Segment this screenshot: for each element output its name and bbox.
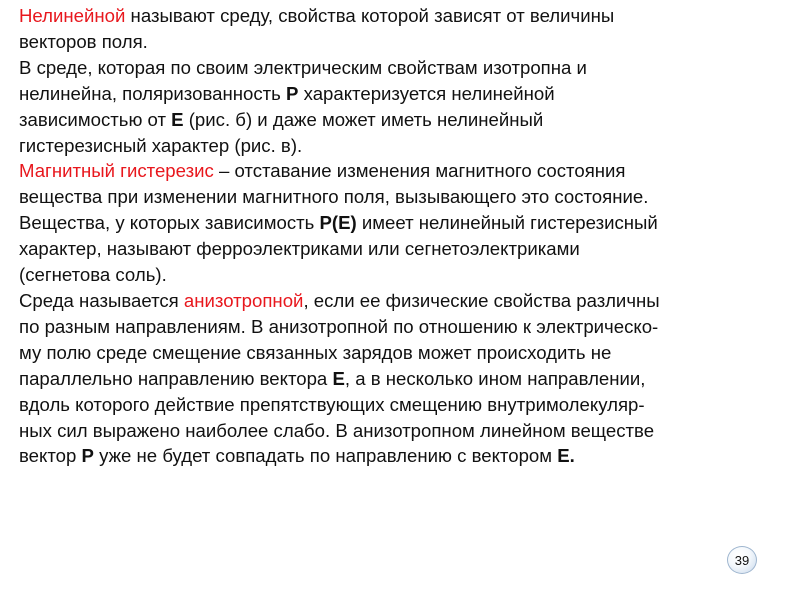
bold-term: Р(Е) xyxy=(319,212,357,234)
text-segment: векторов поля. xyxy=(19,30,148,52)
text-segment: , если ее физические свойства различны xyxy=(303,289,660,311)
text-segment: , а в несколько ином направлении, xyxy=(344,367,646,389)
highlighted-term: Нелинейной xyxy=(19,5,126,26)
highlighted-term: Магнитный гистерезис xyxy=(19,160,214,182)
bold-term: Р xyxy=(286,82,299,104)
text-line xyxy=(19,29,785,55)
text-segment: нелинейна, поляризованность xyxy=(19,82,287,104)
text-segment: по разным направлениям. В анизотропной по отношению к электрическо- xyxy=(19,315,659,337)
text-segment: вдоль которого действие препятствующих смещению внутримолекуляр- xyxy=(19,393,645,415)
text-line xyxy=(19,210,785,236)
text-segment: – отставание изменения магнитного состояния xyxy=(213,160,626,182)
text-line xyxy=(19,133,785,159)
text-line xyxy=(19,340,785,366)
text-segment: Среда называется xyxy=(19,289,184,311)
text-line xyxy=(19,184,785,210)
text-line xyxy=(19,3,785,29)
bold-term: Е xyxy=(332,367,345,389)
bold-term: Е xyxy=(171,108,184,130)
text-line xyxy=(19,418,785,444)
text-segment: характер, называют ферроэлектриками или сегнетоэлектриками xyxy=(19,238,580,260)
text-line xyxy=(19,107,785,133)
page-number-badge xyxy=(727,546,757,574)
text-segment: уже не будет совпадать по направлению с вектором xyxy=(93,445,558,467)
text-segment: (сегнетова соль). xyxy=(19,264,167,286)
highlighted-term: анизотропной xyxy=(183,289,304,311)
text-segment: зависимостью от xyxy=(19,108,172,130)
text-segment: В среде, которая по своим электрическим свойствам изотропна и xyxy=(19,56,587,78)
text-line xyxy=(19,392,785,418)
text-segment: называют среду, свойства которой зависят от величины xyxy=(125,5,615,26)
text-segment: имеет нелинейный гистерезисный xyxy=(356,212,658,234)
text-line xyxy=(19,443,785,469)
text-line xyxy=(19,55,785,81)
text-line xyxy=(19,236,785,262)
text-segment: вещества при изменении магнитного поля, вызывающего это состояние. xyxy=(19,186,649,208)
text-line xyxy=(19,158,785,184)
text-segment: гистерезисный характер (рис. в). xyxy=(19,134,303,156)
text-line xyxy=(19,366,785,392)
slide-body-text xyxy=(19,3,785,469)
bold-term: Е. xyxy=(557,445,575,467)
text-segment: Вещества, у которых зависимость xyxy=(19,212,320,234)
text-line xyxy=(19,262,785,288)
text-segment: ных сил выражено наиболее слабо. В анизотропном линейном веществе xyxy=(19,419,655,441)
text-segment: (рис. б) и даже может иметь нелинейный xyxy=(183,108,544,130)
text-line xyxy=(19,81,785,107)
bold-term: Р xyxy=(81,445,94,467)
text-line xyxy=(19,314,785,340)
text-segment: параллельно направлению вектора xyxy=(19,367,333,389)
text-segment: характеризуется нелинейной xyxy=(298,82,555,104)
text-segment: вектор xyxy=(19,445,82,467)
text-segment: му полю среде смещение связанных зарядов может происходить не xyxy=(19,341,612,363)
text-line xyxy=(19,288,785,314)
page-number: 39 xyxy=(734,552,750,568)
